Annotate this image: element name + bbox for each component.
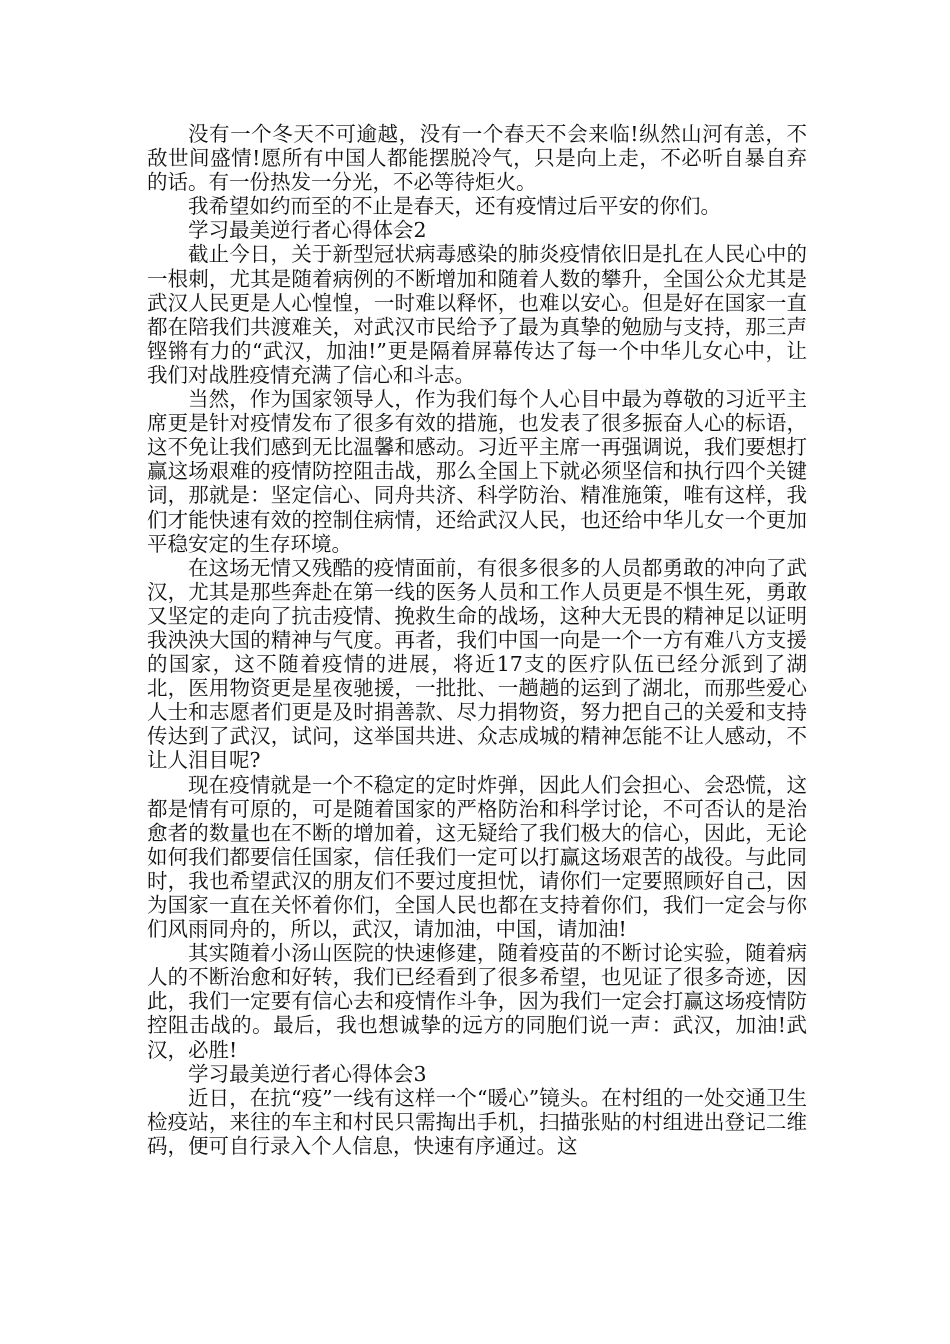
- paragraph: 当然，作为国家领导人，作为我们每个人心目中最为尊敬的习近平主席更是针对疫情发布了很多有效的措施，也发表了很多振奋人心的标语，这不免让我们感到无比温馨和感动。习近平主席一再强调说，我们要想打赢这场艰难的疫情防控阻击战，那么全国上下就必须坚信和执行四个关键词，那就是：坚定信心、同舟共济、科学防治、精准施策，唯有这样，我们才能快速有效的控制住病情，还给武汉人民，也还给中华儿女一个更加平稳安定的生存环境。: [147, 387, 807, 556]
- paragraph: 没有一个冬天不可逾越，没有一个春天不会来临!纵然山河有恙，不敌世间盛情!愿所有中国人都能摆脱冷气，只是向上走，不必听自暴自弃的话。有一份热发一分光，不必等待炬火。: [147, 122, 807, 195]
- section-heading: 学习最美逆行者心得体会2: [188, 218, 427, 243]
- paragraph: 近日，在抗“疫”一线有这样一个“暖心”镜头。在村组的一处交通卫生检疫站，来往的车主和村民只需掏出手机，扫描张贴的村组进出登记二维码，便可自行录入个人信息，快速有序通过。这: [147, 1085, 807, 1158]
- paragraph: 截止今日，关于新型冠状病毒感染的肺炎疫情依旧是扎在人民心中的一根刺，尤其是随着病例的不断增加和随着人数的攀升，全国公众尤其是武汉人民更是人心惶惶，一时难以释怀，也难以安心。但是好在国家一直都在陪我们共渡难关，对武汉市民给予了最为真挚的勉励与支持，那三声铿锵有力的“武汉，加油!”更是隔着屏幕传达了每一个中华儿女心中，让我们对战胜疫情充满了信心和斗志。: [147, 242, 807, 387]
- paragraph: 在这场无情又残酷的疫情面前，有很多很多的人员都勇敢的冲向了武汉，尤其是那些奔赴在第一线的医务人员和工作人员更是不惧生死，勇敢又坚定的走向了抗击疫情、挽救生命的战场，这种大无畏的精神足以证明我泱泱大国的精神与气度。再者，我们中国一向是一个一方有难八方支援的国家，这不随着疫情的进展，将近17支的医疗队伍已经分派到了湖北，医用物资更是星夜驰援，一批批、一趟趟的运到了湖北，而那些爱心人士和志愿者们更是及时捐善款、尽力捐物资，努力把自己的关爱和支持传达到了武汉，试问，这举国共进、众志成城的精神怎能不让人感动，不让人泪目呢?: [147, 555, 807, 773]
- paragraph: 其实随着小汤山医院的快速修建，随着疫苗的不断讨论实验，随着病人的不断治愈和好转，我们已经看到了很多希望，也见证了很多奇迹，因此，我们一定要有信心去和疫情作斗争，因为我们一定会打赢这场疫情防控阻击战的。最后，我也想诚挚的远方的同胞们说一声：武汉，加油!武汉，必胜!: [147, 941, 807, 1062]
- paragraph: 现在疫情就是一个不稳定的定时炸弹，因此人们会担心、会恐慌，这都是情有可原的，可是随着国家的严格防治和科学讨论，不可否认的是治愈者的数量也在不断的增加着，这无疑给了我们极大的信心，因此，无论如何我们都要信任国家，信任我们一定可以打赢这场艰苦的战役。与此同时，我也希望武汉的朋友们不要过度担忧，请你们一定要照顾好自己，因为国家一直在关怀着你们，全国人民也都在支持着你们，我们一定会与你们风雨同舟的，所以，武汉，请加油，中国，请加油!: [147, 772, 807, 942]
- paragraph: 我希望如约而至的不止是春天，还有疫情过后平安的你们。: [188, 194, 721, 219]
- section-heading: 学习最美逆行者心得体会3: [188, 1061, 427, 1086]
- document-body: [147, 122, 807, 1158]
